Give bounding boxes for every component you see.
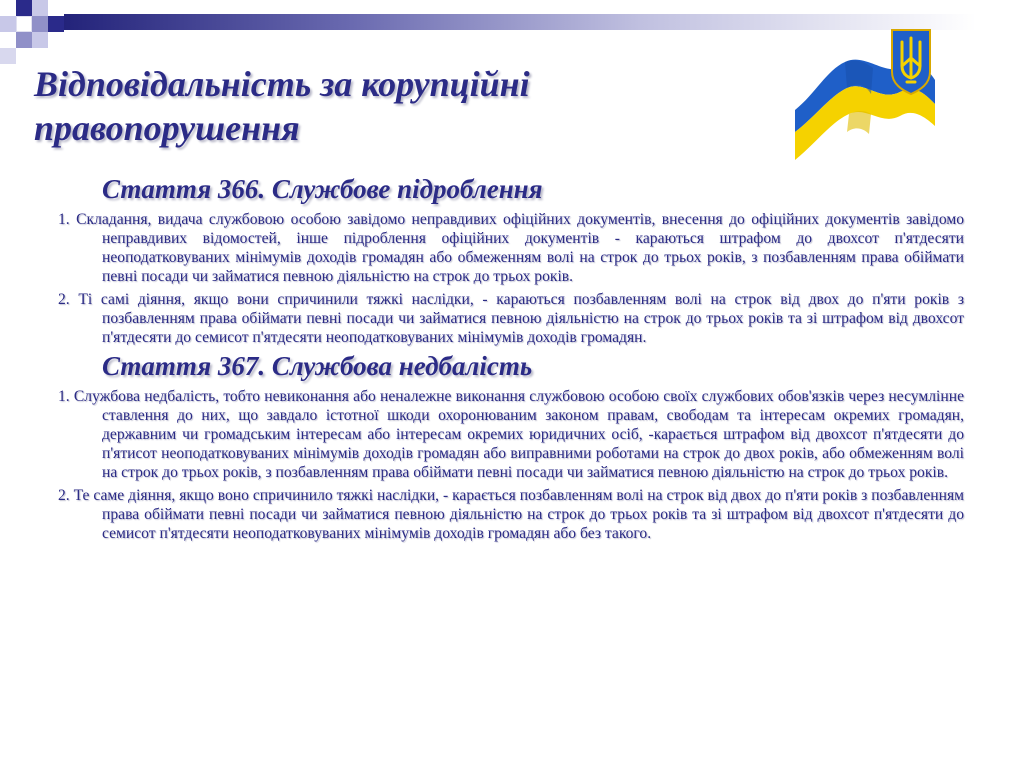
corner-decor-square [0, 16, 16, 32]
slide-title-line-1: Відповідальність за корупційні [34, 64, 530, 104]
slide-title [34, 62, 754, 150]
slide-content [58, 172, 964, 545]
corner-decor-square [48, 16, 64, 32]
corner-decor-square [32, 16, 48, 32]
article-367-paragraph-1: 1. Службова недбалість, тобто невиконання або неналежне виконання службовою особою своїх службових обов'язків через несумлінне ставлення до них, що завдало істотної шкоди охоронюваним законом правам, свободам та інтересам окремих громадян, державним чи громадським інтересам або інтересам окремих юридичних осіб, -карається штрафом від двохсот п'ятдесяти до п'ятисот неоподатковуваних мінімумів доходів громадян або виправними роботами на строк до двох років, або обмеженням волі на строк до трьох років, з позбавленням права обіймати певні посади чи займатися певною діяльністю на строк до трьох років. [58, 388, 964, 481]
article-367-paragraph-2: 2. Те саме діяння, якщо воно спричинило тяжкі наслідки, - карається позбавленням волі на строк від двох до п'яти років з позбавленням права обіймати певні посади чи займатися певною діяльністю на строк до трьох років та зі штрафом від двохсот п'ятдесяти до семисот п'ятдесяти неоподатковуваних мінімумів доходів громадян або без такого. [58, 487, 964, 542]
article-366-paragraph-1: 1. Складання, видача службовою особою завідомо неправдивих офіційних документів, внесення до офіційних документів завідомо неправдивих відомостей, інше підроблення офіційних документів - караються штрафом до двохсот п'ятдесяти неоподатковуваних мінімумів доходів громадян або обмеженням волі на строк до трьох років, з позбавленням права обіймати певні посади чи займатися певною діяльністю на строк до трьох років. [58, 211, 964, 285]
corner-decor-square [16, 32, 32, 48]
corner-decor-square [16, 0, 32, 16]
article-367-heading: Стаття 367. Службова недбалість [102, 351, 533, 381]
corner-decor-square [32, 0, 48, 16]
slide-title-line-2: правопорушення [34, 108, 300, 148]
ukrainian-flag-trident-icon [785, 22, 960, 177]
article-366-heading: Стаття 366. Службове підроблення [102, 174, 543, 204]
corner-decor-square [32, 32, 48, 48]
corner-decor-square [16, 16, 32, 32]
corner-decor-square [0, 48, 16, 64]
article-366-paragraph-2: 2. Ті самі діяння, якщо вони спричинили тяжкі наслідки, - караються позбавленням волі на строк від двох до п'яти років з позбавленням права обіймати певні посади чи займатися певною діяльністю на строк до трьох років та зі штрафом від двохсот п'ятдесяти до семисот п'ятдесяти неоподатковуваних мінімумів доходів громадян. [58, 291, 964, 346]
